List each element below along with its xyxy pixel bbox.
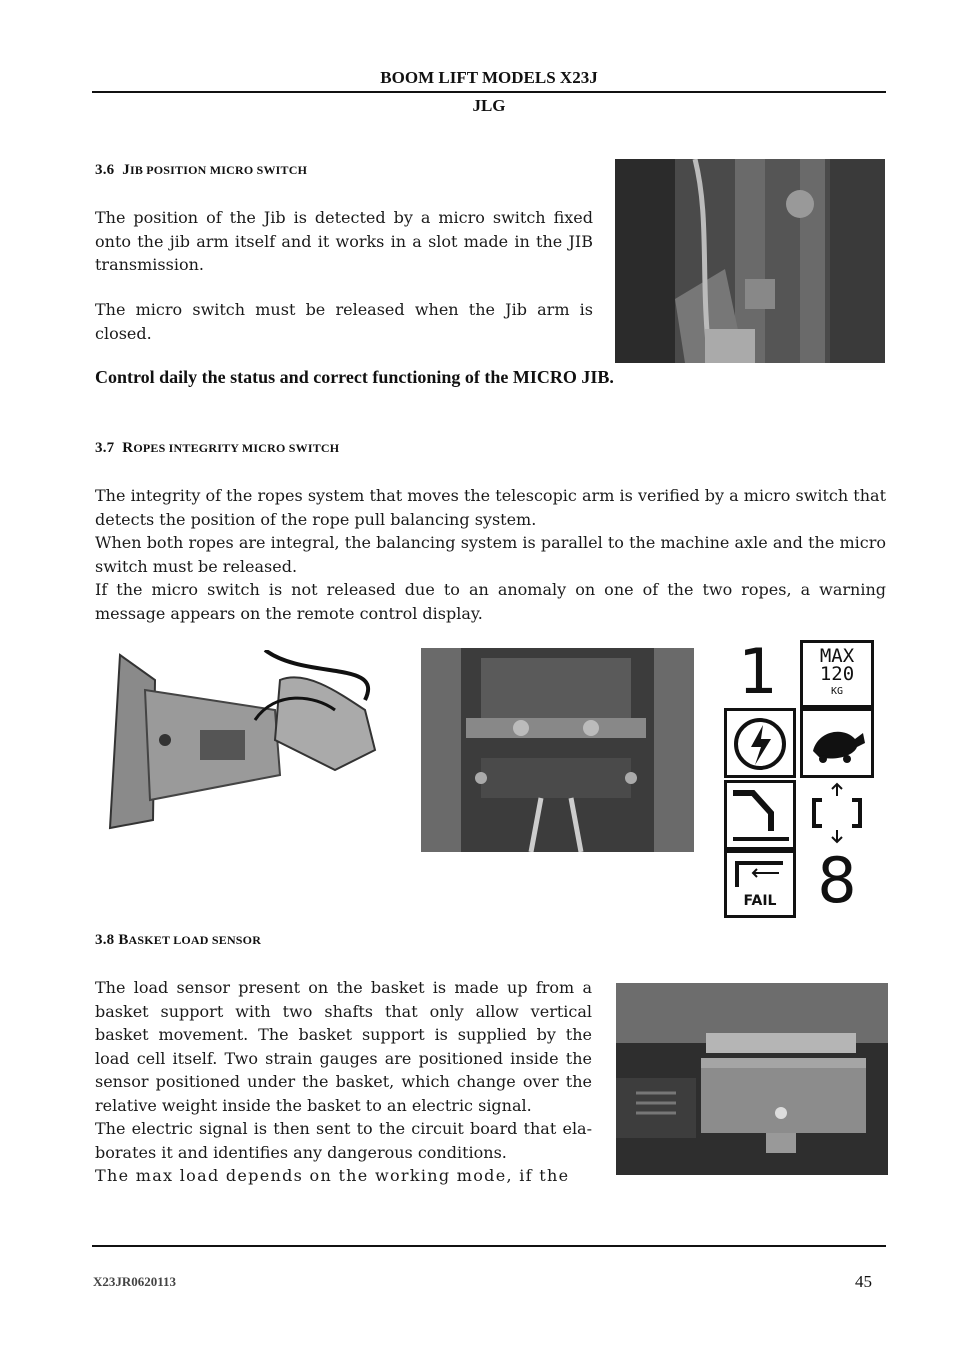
section-3-6-paragraph-2: The micro switch must be released when the Jib arm is closed.: [95, 300, 593, 343]
fail-label: FAIL: [743, 893, 777, 909]
jib-position-icon: [724, 780, 796, 850]
section-3-8-heading: [95, 932, 261, 949]
section-3-8-paragraph-3: The max load depends on the working mode, if the: [95, 1166, 570, 1185]
telescope-range-icon: [800, 780, 874, 844]
brand-name: JLG: [472, 96, 506, 115]
fail-icon: [724, 850, 796, 918]
bracket-switch-photo: [105, 650, 380, 830]
section-3-7-heading: [95, 440, 339, 457]
section-3-8-paragraph-1: The load sensor present on the basket is made up from a basket support with two shafts that only allow vertical basket movement. The basket support is supplied by the load cell itself. Two strain gauges are positioned inside the sensor positioned under the basket, which change over the relative weight inside the basket to an electric signal.: [95, 978, 592, 1115]
max-unit: KG: [830, 686, 844, 697]
section-number: 3.7: [95, 440, 115, 456]
section-3-6-heading: [95, 162, 307, 179]
max-label: MAX: [819, 645, 855, 667]
max-value: 120: [819, 663, 855, 685]
section-3-6-note: Control daily the status and correct functioning of the MICRO JIB.: [95, 367, 614, 387]
section-title-initial: J: [122, 162, 130, 178]
section-title-rest: IB POSITION MICRO SWITCH: [129, 163, 308, 177]
power-warning-icon: [724, 708, 796, 778]
load-sensor-photo: [616, 983, 888, 1175]
section-number: 3.6: [95, 162, 115, 178]
section-3-7-paragraph-1: The integrity of the ropes system that moves the telescopic arm is verified by a micro switch that detects the position of the rope pull balancing system.: [95, 486, 886, 529]
display-digit-top: 1: [738, 635, 778, 708]
display-digit-bottom: 8: [817, 844, 857, 917]
section-title-initial: B: [118, 932, 129, 948]
jib-switch-photo: [615, 159, 885, 363]
section-3-7-paragraph-3: If the micro switch is not released due to an anomaly on one of the two ropes, a warning message appears on the remote control display.: [95, 580, 886, 623]
document-code: X23JR0620113: [93, 1274, 177, 1289]
section-3-8-paragraph-2: The electric signal is then sent to the circuit board that ela-borates it and identifies any dangerous conditions.: [95, 1119, 592, 1162]
header-rule: [92, 91, 886, 93]
max-load-icon: [800, 640, 874, 708]
section-title-initial: R: [122, 440, 134, 456]
tortoise-icon: [800, 708, 874, 778]
section-3-6-paragraph-1: The position of the Jib is detected by a micro switch fixed onto the jib arm itself and it works in a slot made in the JIB transmission.: [95, 208, 593, 274]
rope-balancing-photo: [421, 648, 694, 852]
section-title-rest: ASKET LOAD SENSOR: [128, 933, 262, 947]
page-number: 45: [855, 1272, 872, 1291]
footer-rule: [92, 1245, 886, 1247]
section-3-7-paragraph-2: When both ropes are integral, the balancing system is parallel to the machine axle and the micro switch must be released.: [95, 533, 886, 576]
section-number: 3.8: [95, 932, 115, 948]
document-title: BOOM LIFT MODELS X23J: [380, 68, 598, 87]
section-title-rest: OPES INTEGRITY MICRO SWITCH: [133, 441, 340, 455]
remote-display-icons: [722, 635, 876, 918]
